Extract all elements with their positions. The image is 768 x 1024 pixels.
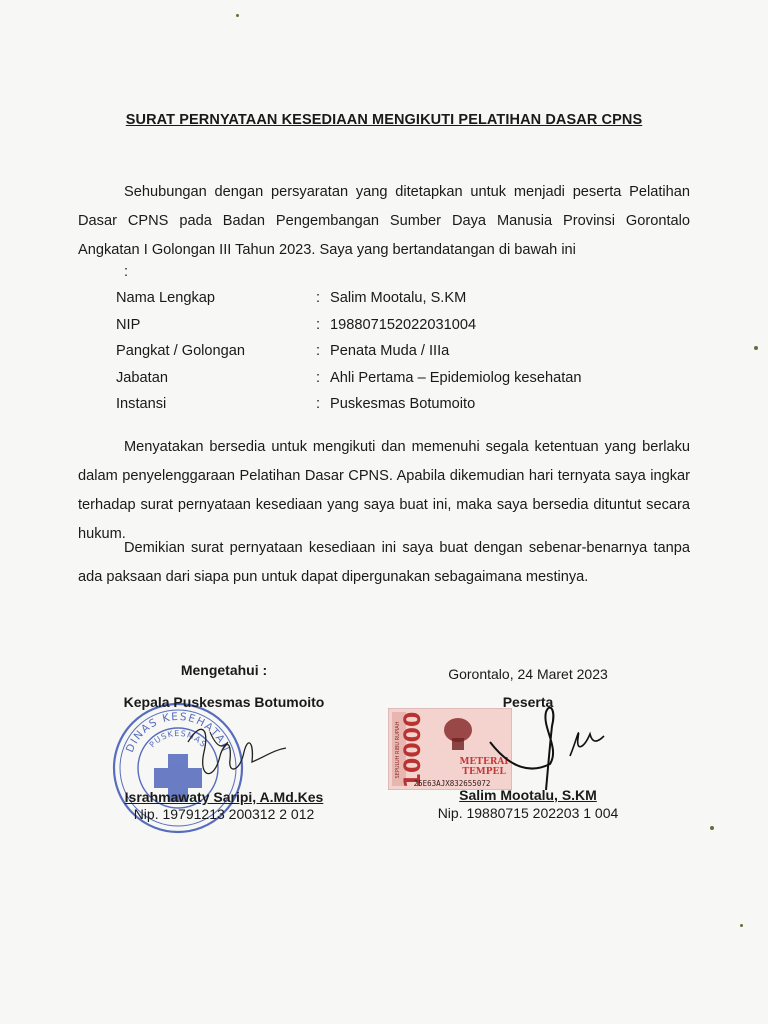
- field-value: Ahli Pertama – Epidemiolog kesehatan: [330, 369, 582, 386]
- field-separator: :: [316, 290, 321, 307]
- field-value: Puskesmas Botumoito: [330, 396, 476, 413]
- identity-table: [116, 285, 676, 418]
- field-value: Penata Muda / IIIa: [330, 343, 450, 360]
- field-row-position: [116, 365, 676, 392]
- signer-name-left: Israhmawaty Saripi, A.Md.Kes: [124, 789, 324, 805]
- intro-paragraph: Sehubungan dengan persyaratan yang ditetapkan untuk menjadi peserta Pelatihan Dasar CPNS pada Badan Pengembangan Sumber Daya Manusia Provinsi Gorontalo Angkatan I Golongan III Tahun 2023. Saya yang bertandatangan di bawah ini: [78, 184, 690, 258]
- field-row-agency: [116, 391, 676, 418]
- scan-speck: [754, 346, 758, 350]
- field-row-rank: [116, 338, 676, 365]
- place-date: Gorontalo, 24 Maret 2023: [448, 666, 608, 682]
- closing-paragraph: Demikian surat pernyataan kesediaan ini saya buat dengan sebenar-benarnya tanpa ada paksaan dari siapa pun untuk dapat dipergunakan sebagaimana mestinya.: [78, 540, 690, 585]
- stamp-text-inner: PUSKESMAS: [147, 728, 209, 750]
- signer-nip-left: Nip. 19791213 200312 2 012: [133, 806, 315, 822]
- participant-role: Peserta: [502, 694, 554, 710]
- intro-colon: :: [124, 264, 129, 280]
- stamp-text-outer: DINAS KESEHATAN: [123, 710, 233, 755]
- field-row-name: [116, 285, 676, 312]
- document-title: SURAT PERNYATAAN KESEDIAAN MENGIKUTI PELATIHAN DASAR CPNS: [125, 112, 643, 128]
- field-label: Instansi: [116, 396, 167, 413]
- meterai-label-2: TEMPEL: [462, 767, 506, 777]
- field-label: Nama Lengkap: [116, 290, 215, 307]
- field-label: Pangkat / Golongan: [116, 343, 246, 360]
- signature-left: [170, 712, 290, 792]
- scan-speck: [236, 14, 239, 17]
- field-separator: :: [316, 396, 321, 413]
- meterai-label-1: METERAI: [459, 757, 509, 767]
- field-separator: :: [316, 369, 321, 386]
- signature-right: [480, 698, 610, 794]
- signer-nip-right: Nip. 19880715 202203 1 004: [437, 805, 619, 821]
- signer-position: Kepala Puskesmas Botumoito: [123, 694, 325, 710]
- field-label: Jabatan: [116, 369, 168, 386]
- statement-paragraph: Menyatakan bersedia untuk mengikuti dan memenuhi segala ketentuan yang berlaku dalam penyelenggaraan Pelatihan Dasar CPNS. Apabila dikemudian hari ternyata saya ingkar terhadap surat pernyataan kesediaan yang saya buat ini, maka saya bersedia dituntut secara hukum.: [78, 439, 690, 542]
- signer-name-right: Salim Mootalu, S.KM: [459, 787, 597, 803]
- field-value: Salim Mootalu, S.KM: [330, 290, 467, 307]
- meterai-value: 10000: [401, 711, 426, 789]
- field-separator: :: [316, 343, 321, 360]
- meterai-serial: 25E63AJX832655072: [413, 779, 491, 788]
- field-value: 198807152022031004: [330, 316, 477, 333]
- scan-speck: [710, 826, 714, 830]
- field-row-nip: [116, 312, 676, 339]
- meterai-side-text: SEPULUH RIBU RUPIAH: [395, 721, 401, 779]
- field-separator: :: [316, 316, 321, 333]
- acknowledge-heading: Mengetahui :: [180, 662, 268, 678]
- field-label: NIP: [116, 316, 141, 333]
- scan-speck: [740, 924, 743, 927]
